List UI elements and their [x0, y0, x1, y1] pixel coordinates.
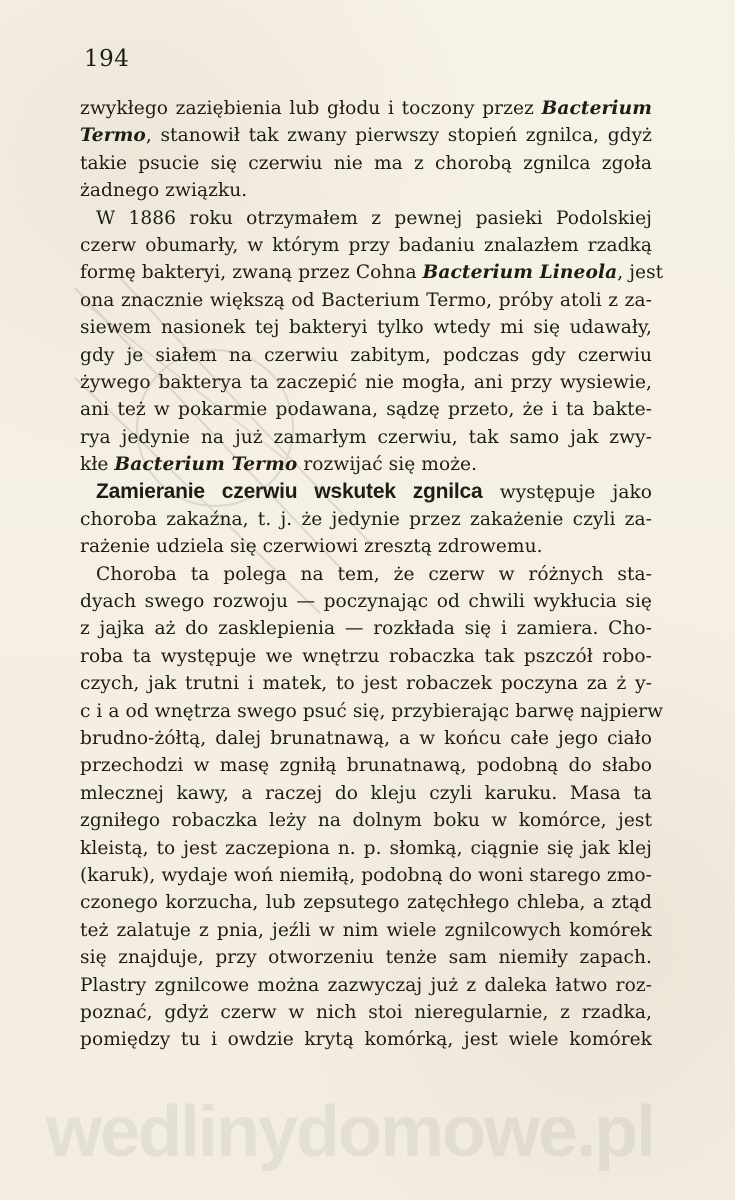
- body-line: [80, 862, 652, 889]
- body-line: [80, 506, 652, 533]
- body-line: [80, 122, 652, 149]
- text-run: z jajka aż do zasklepienia — rozkłada się i zamiera. Cho-: [80, 618, 652, 640]
- text-run: c i a od wnętrza swego psuć się, przybierając barwę najpierw: [80, 700, 664, 722]
- body-line: [80, 889, 652, 916]
- page-number: 194: [84, 46, 130, 72]
- text-run: rażenie udziela się czerwiowi zresztą zdrowemu.: [80, 536, 543, 558]
- species-name: Bacterium Lineola: [422, 262, 618, 284]
- text-run: rya jedynie na już zamarłym czerwiu, tak samo jak zwy-: [80, 426, 652, 448]
- text-run: kleistą, to jest zaczepiona n. p. słomką, ciągnie się jak klej: [80, 837, 652, 859]
- text-run: występuje jako: [482, 482, 653, 504]
- section-heading: Zamieranie czerwiu wskutek zgnilca: [96, 480, 483, 504]
- text-run: mlecznej kawy, a raczej do kleju czyli karuku. Masa ta: [80, 782, 652, 804]
- text-run: , stanowił tak zwany pierwszy stopień zgnilca, gdyż: [145, 125, 652, 147]
- text-run: przechodzi w masę zgniłą brunatnawą, podobną do słabo: [80, 755, 652, 777]
- text-run: zgniłego robaczka leży na dolnym boku w komórce, jest: [80, 810, 652, 832]
- species-name: Termo: [80, 125, 146, 147]
- body-line: [80, 670, 652, 697]
- body-line: [80, 314, 652, 341]
- body-line: [80, 615, 652, 642]
- body-line: [80, 944, 652, 971]
- text-run: formę bakteryi, zwaną przez Cohna: [80, 262, 423, 284]
- text-run: rozwijać się może.: [297, 454, 478, 476]
- text-run: pomiędzy tu i owdzie krytą komórką, jest wiele komórek: [80, 1029, 652, 1051]
- body-line: [80, 725, 652, 752]
- species-name: Bacterium Termo: [114, 454, 298, 476]
- text-run: W 1886 roku otrzymałem z pewnej pasieki Podolskiej: [96, 207, 652, 229]
- body-line: [80, 232, 652, 259]
- text-run: roba ta występuje we wnętrzu robaczka tak pszczół robo-: [80, 645, 652, 667]
- body-line: [80, 478, 652, 505]
- body-line: [80, 177, 652, 204]
- text-run: gdy je siałem na czerwiu zabitym, podczas gdy czerwiu: [80, 344, 652, 366]
- body-line: [80, 780, 652, 807]
- body-line: [80, 451, 652, 478]
- body-line: [80, 95, 652, 122]
- body-line: [80, 424, 652, 451]
- text-run: Choroba ta polega na tem, że czerw w różnych sta-: [96, 563, 652, 585]
- body-line: [80, 752, 652, 779]
- text-run: brudno-żółtą, dalej brunatnawą, a w końcu całe jego ciało: [80, 727, 652, 749]
- body-line: [80, 1026, 652, 1053]
- body-line: [80, 972, 652, 999]
- text-run: choroba zakaźna, t. j. że jedynie przez zakażenie czyli za-: [80, 508, 652, 530]
- text-run: ona znacznie większą od Bacterium Termo, próby atoli z za-: [80, 289, 652, 311]
- body-line: [80, 643, 652, 670]
- text-run: dyach swego rozwoju — poczynając od chwili wykłucia się: [80, 591, 652, 613]
- text-run: , jest: [617, 262, 664, 284]
- text-run: czych, jak trutni i matek, to jest robaczek poczyna za ż y-: [80, 673, 652, 695]
- body-line: [80, 369, 652, 396]
- text-run: żywego bakterya ta zaczepić nie mogła, ani przy wysiewie,: [80, 371, 652, 393]
- text-run: czonego korzucha, lub zepsutego zatęchłego chleba, a ztąd: [80, 892, 652, 914]
- body-line: [80, 835, 652, 862]
- text-run: zwykłego zaziębienia lub głodu i toczony przez: [80, 98, 542, 119]
- body-line: [80, 917, 652, 944]
- text-run: ani też w pokarmie podawana, sądzę przeto, że i ta bakte-: [80, 399, 652, 421]
- site-watermark: wedlinydomowe.pl: [46, 1092, 655, 1172]
- text-run: kłe: [80, 454, 115, 476]
- text-run: Plastry zgnilcowe można zazwyczaj już z daleka łatwo roz-: [80, 974, 652, 996]
- text-run: czerw obumarły, w którym przy badaniu znalazłem rzadką: [80, 234, 652, 256]
- body-line: [80, 396, 652, 423]
- document-body: [80, 95, 664, 1054]
- text-run: poznać, gdyż czerw w nich stoi nieregularnie, z rzadka,: [80, 1001, 652, 1023]
- species-name: Bacterium: [541, 98, 652, 119]
- body-line: [80, 150, 652, 177]
- body-line: [80, 533, 652, 560]
- body-line: [80, 807, 652, 834]
- text-run: też zalatuje z pnia, jeźli w nim wiele zgnilcowych komórek: [80, 919, 652, 941]
- text-run: (karuk), wydaje woń niemiłą, podobną do woni starego zmo-: [80, 864, 652, 886]
- body-line: [80, 205, 652, 232]
- text-run: takie psucie się czerwiu nie ma z chorobą zgnilca zgoła: [80, 152, 652, 174]
- body-line: [80, 588, 652, 615]
- text-run: żadnego związku.: [80, 180, 248, 202]
- text-run: siewem nasionek tej bakteryi tylko wtedy mi się udawały,: [80, 317, 652, 339]
- body-line: [80, 342, 652, 369]
- body-line: [80, 561, 652, 588]
- body-line: [80, 287, 652, 314]
- text-run: się znajduje, przy otworzeniu tenże sam niemiły zapach.: [80, 947, 652, 969]
- body-line: [80, 698, 664, 725]
- body-line: [80, 259, 664, 286]
- body-line: [80, 999, 652, 1026]
